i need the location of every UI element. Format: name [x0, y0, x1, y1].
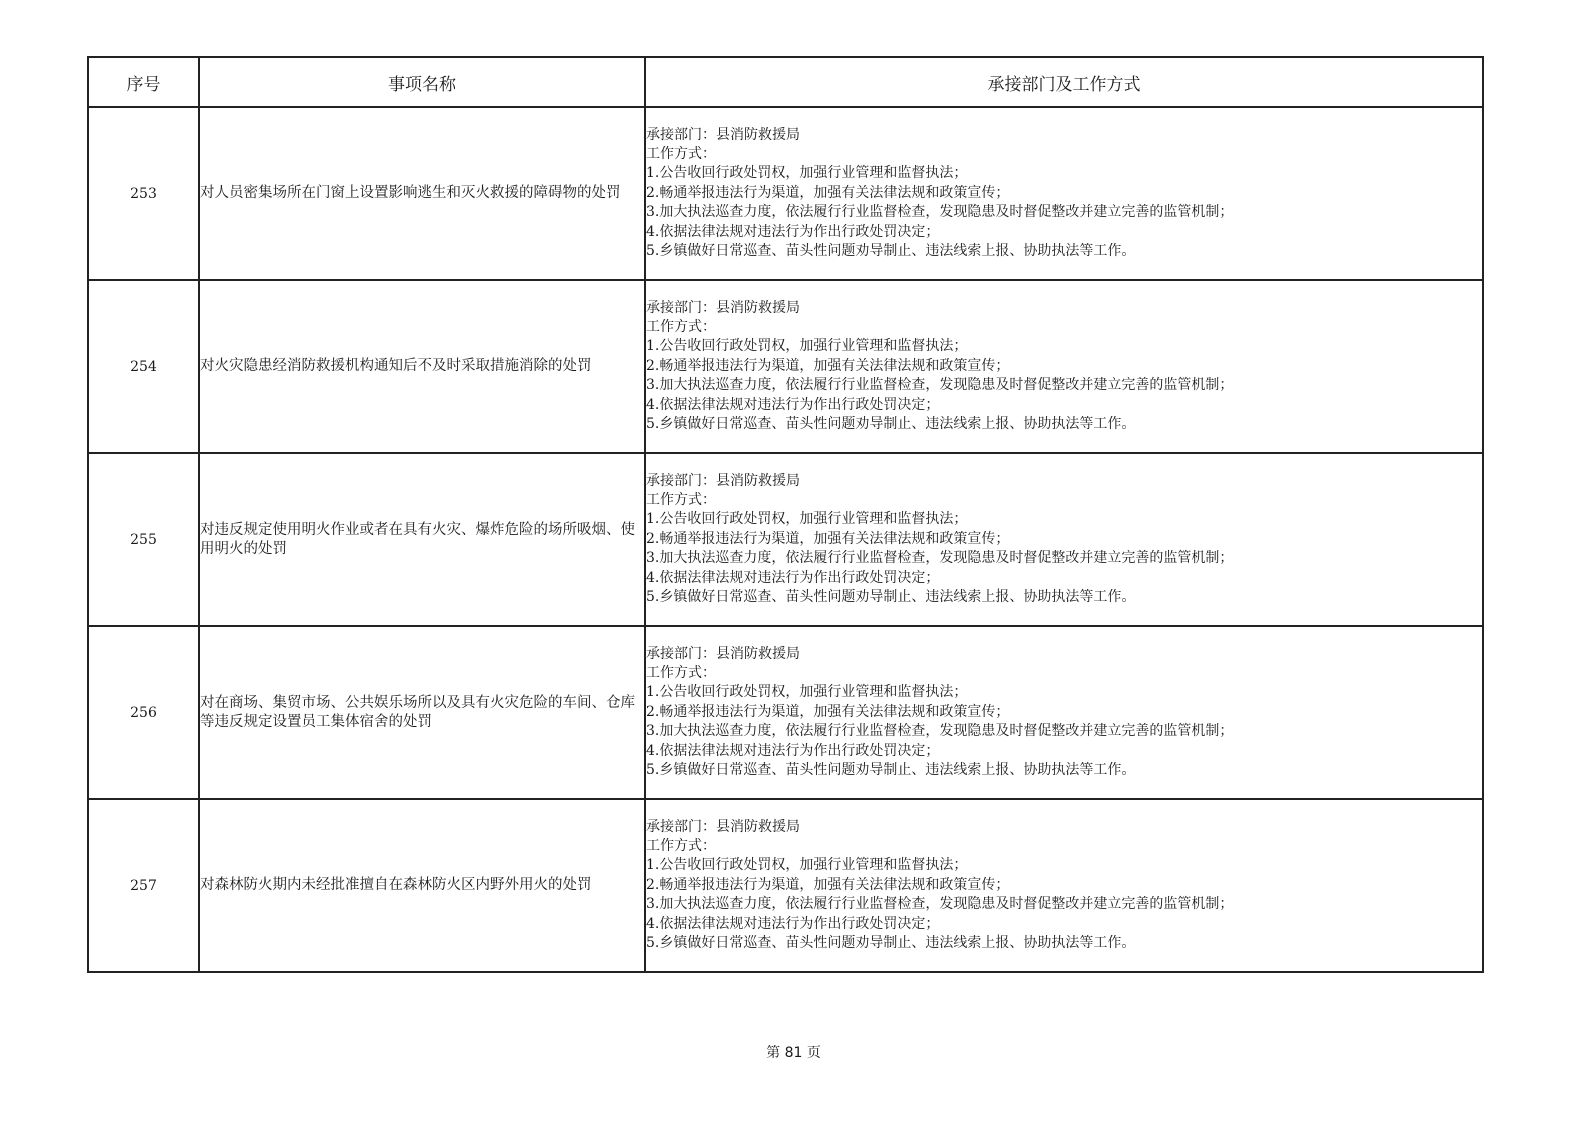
method-line: 1.公告收回行政处罚权，加强行业管理和监督执法； — [646, 165, 968, 182]
method-line: 1.公告收回行政处罚权，加强行业管理和监督执法； — [646, 857, 968, 874]
method-line: 承接部门：县消防救援局 — [646, 818, 800, 835]
method-line: 2.畅通举报违法行为渠道，加强有关法律法规和政策宣传； — [646, 703, 1010, 720]
method-line: 工作方式： — [646, 145, 716, 162]
method-line: 工作方式： — [646, 664, 716, 681]
method-line: 2.畅通举报违法行为渠道，加强有关法律法规和政策宣传； — [646, 357, 1010, 374]
items-table — [87, 56, 1484, 973]
method-line: 4.依据法律法规对违法行为作出行政处罚决定； — [646, 742, 940, 759]
method-line: 5.乡镇做好日常巡查、苗头性问题劝导制止、违法线索上报、协助执法等工作。 — [646, 762, 1136, 779]
header-item-name: 事项名称 — [199, 57, 645, 107]
method-line: 承接部门：县消防救援局 — [646, 645, 800, 662]
method-line: 3.加大执法巡查力度，依法履行行业监督检查，发现隐患及时督促整改并建立完善的监管机制； — [646, 377, 1234, 394]
method-line: 4.依据法律法规对违法行为作出行政处罚决定； — [646, 915, 940, 932]
method-line: 3.加大执法巡查力度，依法履行行业监督检查，发现隐患及时督促整改并建立完善的监管机制； — [646, 896, 1234, 913]
header-dept-method: 承接部门及工作方式 — [645, 57, 1483, 107]
method-line: 5.乡镇做好日常巡查、苗头性问题劝导制止、违法线索上报、协助执法等工作。 — [646, 416, 1136, 433]
method-line: 2.畅通举报违法行为渠道，加强有关法律法规和政策宣传； — [646, 530, 1010, 547]
table-row — [88, 453, 1483, 626]
row-item-name: 对人员密集场所在门窗上设置影响逃生和灭火救援的障碍物的处罚 — [199, 107, 645, 280]
page-number: 第 81 页 — [766, 1045, 821, 1061]
method-line: 3.加大执法巡查力度，依法履行行业监督检查，发现隐患及时督促整改并建立完善的监管机制； — [646, 723, 1234, 740]
row-dept-method — [645, 107, 1483, 280]
method-line: 5.乡镇做好日常巡查、苗头性问题劝导制止、违法线索上报、协助执法等工作。 — [646, 243, 1136, 260]
row-seq: 257 — [88, 799, 199, 972]
method-line: 1.公告收回行政处罚权，加强行业管理和监督执法； — [646, 684, 968, 701]
row-seq: 256 — [88, 626, 199, 799]
row-seq: 254 — [88, 280, 199, 453]
table-header-row — [88, 57, 1483, 107]
method-line: 工作方式： — [646, 491, 716, 508]
method-line: 5.乡镇做好日常巡查、苗头性问题劝导制止、违法线索上报、协助执法等工作。 — [646, 589, 1136, 606]
method-line: 承接部门：县消防救援局 — [646, 299, 800, 316]
table-row — [88, 626, 1483, 799]
table-row — [88, 107, 1483, 280]
method-line: 1.公告收回行政处罚权，加强行业管理和监督执法； — [646, 511, 968, 528]
method-line: 3.加大执法巡查力度，依法履行行业监督检查，发现隐患及时督促整改并建立完善的监管机制； — [646, 204, 1234, 221]
row-item-name: 对违反规定使用明火作业或者在具有火灾、爆炸危险的场所吸烟、使用明火的处罚 — [199, 453, 645, 626]
table-row — [88, 799, 1483, 972]
row-item-name: 对火灾隐患经消防救援机构通知后不及时采取措施消除的处罚 — [199, 280, 645, 453]
row-item-name: 对在商场、集贸市场、公共娱乐场所以及具有火灾危险的车间、仓库等违反规定设置员工集体宿舍的处罚 — [199, 626, 645, 799]
method-line: 承接部门：县消防救援局 — [646, 126, 800, 143]
row-seq: 255 — [88, 453, 199, 626]
method-line: 3.加大执法巡查力度，依法履行行业监督检查，发现隐患及时督促整改并建立完善的监管机制； — [646, 550, 1234, 567]
method-line: 2.畅通举报违法行为渠道，加强有关法律法规和政策宣传； — [646, 876, 1010, 893]
row-dept-method — [645, 626, 1483, 799]
method-line: 1.公告收回行政处罚权，加强行业管理和监督执法； — [646, 338, 968, 355]
method-line: 4.依据法律法规对违法行为作出行政处罚决定； — [646, 569, 940, 586]
method-line: 5.乡镇做好日常巡查、苗头性问题劝导制止、违法线索上报、协助执法等工作。 — [646, 935, 1136, 952]
method-line: 工作方式： — [646, 837, 716, 854]
method-line: 4.依据法律法规对违法行为作出行政处罚决定； — [646, 396, 940, 413]
row-dept-method — [645, 799, 1483, 972]
header-seq: 序号 — [88, 57, 199, 107]
row-dept-method — [645, 453, 1483, 626]
method-line: 2.畅通举报违法行为渠道，加强有关法律法规和政策宣传； — [646, 184, 1010, 201]
row-seq: 253 — [88, 107, 199, 280]
row-dept-method — [645, 280, 1483, 453]
table-row — [88, 280, 1483, 453]
method-line: 4.依据法律法规对违法行为作出行政处罚决定； — [646, 223, 940, 240]
row-item-name: 对森林防火期内未经批准擅自在森林防火区内野外用火的处罚 — [199, 799, 645, 972]
method-line: 工作方式： — [646, 318, 716, 335]
method-line: 承接部门：县消防救援局 — [646, 472, 800, 489]
